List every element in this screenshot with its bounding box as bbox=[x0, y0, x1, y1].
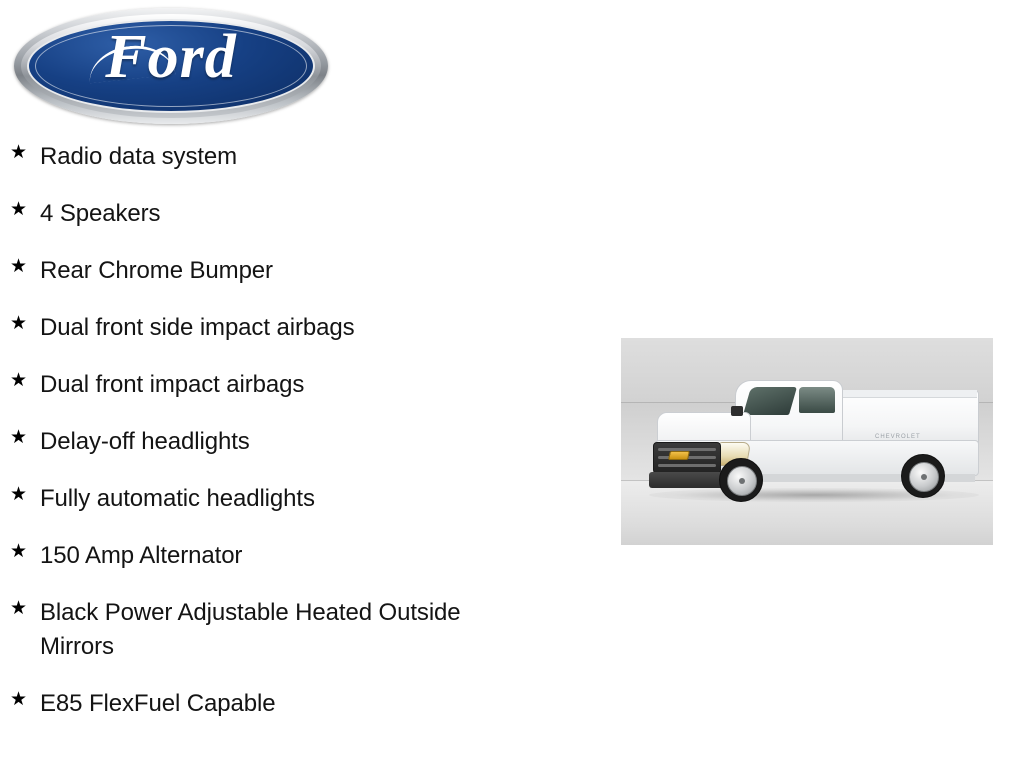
side-mirror bbox=[731, 406, 743, 416]
list-item bbox=[10, 596, 570, 664]
list-item bbox=[10, 140, 570, 174]
list-item bbox=[10, 311, 570, 345]
list-item bbox=[10, 482, 570, 516]
star-bullet-icon: ★ bbox=[10, 689, 28, 710]
list-item bbox=[10, 197, 570, 231]
wheel-rim bbox=[727, 466, 757, 496]
feature-label: Dual front side impact airbags bbox=[40, 314, 355, 341]
star-bullet-icon: ★ bbox=[10, 313, 28, 334]
feature-label: 150 Amp Alternator bbox=[40, 542, 243, 569]
feature-label: Delay-off headlights bbox=[40, 428, 250, 455]
wheel-hub bbox=[739, 478, 745, 484]
rear-wheel bbox=[901, 454, 945, 498]
star-bullet-icon: ★ bbox=[10, 199, 28, 220]
star-bullet-icon: ★ bbox=[10, 427, 28, 448]
feature-label: E85 FlexFuel Capable bbox=[40, 690, 276, 717]
feature-label: Rear Chrome Bumper bbox=[40, 257, 273, 284]
star-bullet-icon: ★ bbox=[10, 370, 28, 391]
feature-label: Fully automatic headlights bbox=[40, 485, 315, 512]
feature-label: Radio data system bbox=[40, 143, 238, 170]
logo-wordmark: Ford bbox=[105, 23, 237, 91]
star-bullet-icon: ★ bbox=[10, 541, 28, 562]
grille-bar bbox=[658, 464, 716, 467]
vehicle-feature-list bbox=[10, 140, 570, 744]
list-item bbox=[10, 539, 570, 573]
bowtie-emblem-icon bbox=[668, 451, 690, 460]
star-bullet-icon: ★ bbox=[10, 484, 28, 505]
side-window bbox=[799, 387, 835, 413]
truck-illustration bbox=[639, 362, 979, 532]
star-bullet-icon: ★ bbox=[10, 256, 28, 277]
ford-logo bbox=[14, 8, 328, 124]
feature-label: Black Power Adjustable Heated Outside Mirrors bbox=[40, 599, 461, 660]
windshield bbox=[743, 387, 797, 415]
vehicle-badge-text: CHEVROLET bbox=[875, 434, 921, 440]
wheel-hub bbox=[921, 474, 927, 480]
wheel-rim bbox=[909, 462, 939, 492]
star-bullet-icon: ★ bbox=[10, 142, 28, 163]
vehicle-photo bbox=[621, 338, 993, 545]
star-bullet-icon: ★ bbox=[10, 598, 28, 619]
list-item bbox=[10, 425, 570, 459]
list-item bbox=[10, 254, 570, 288]
feature-label: 4 Speakers bbox=[40, 200, 161, 227]
feature-label: Dual front impact airbags bbox=[40, 371, 305, 398]
list-item bbox=[10, 368, 570, 402]
bed-rail bbox=[825, 390, 977, 398]
list-item bbox=[10, 687, 570, 721]
front-wheel bbox=[719, 458, 763, 502]
